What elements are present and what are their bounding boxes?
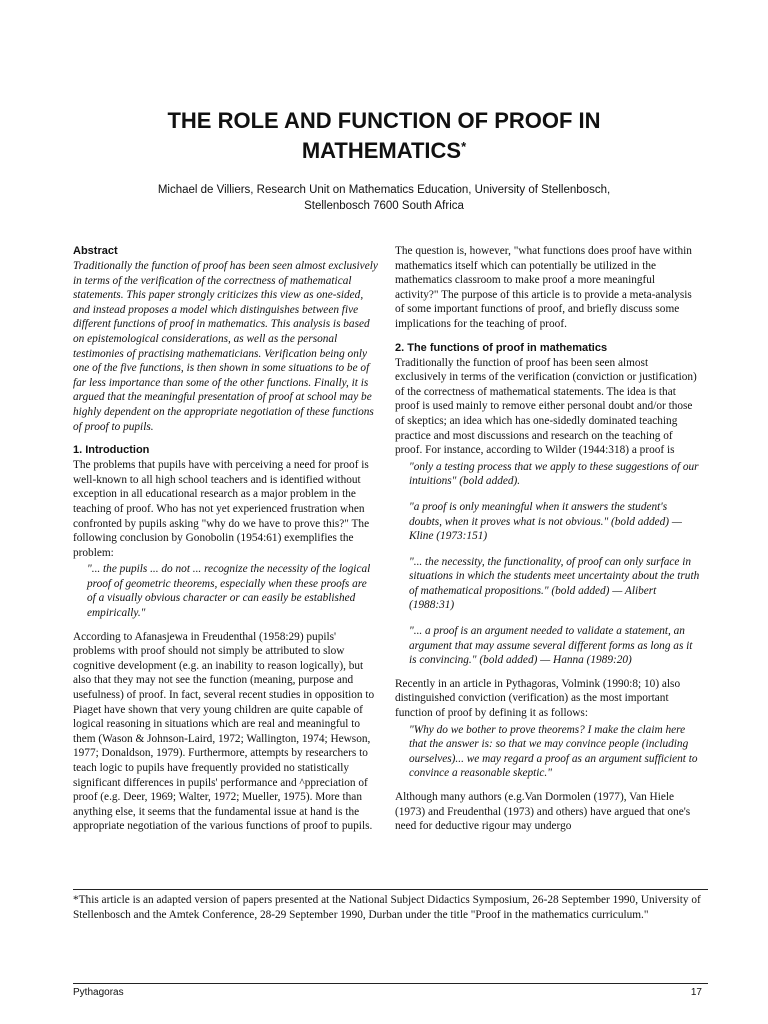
author-affiliation xyxy=(0,182,768,214)
volmink-quote: "Why do we bother to prove theorems? I make the claim here that the answer is: so that we may convince people (including ourselves)... we may regard a proof as an argument sufficient to convince a reasonable skeptic." xyxy=(409,723,698,780)
functions-paragraph: Traditionally the function of proof has been seen almost exclusively in terms of the verification (conviction or justification) of the correctness of mathematical statements. The idea is that proof is used mainly to remove either personal doubt and/or those of skeptics; an idea which has one-sidedly dominated teaching practice and most discussions and research on the teaching of proof. For instance, according to Wilder (1944:318) a proof is xyxy=(395,356,697,457)
gonobolin-quote: "... the pupils ... do not ... recognize the necessity of the logical proof of geometric theorems, especially when these proofs are of a visually obvious character or can easily be established empirically." xyxy=(87,563,371,620)
wilder-quote: "only a testing process that we apply to these suggestions of our intuitions" (bold added). xyxy=(409,460,699,488)
footnote-divider xyxy=(73,889,708,890)
footer-divider xyxy=(73,983,708,984)
title-line-2 xyxy=(0,136,768,166)
title-line-1: THE ROLE AND FUNCTION OF PROOF IN xyxy=(167,108,601,133)
alibert-quote: "... the necessity, the functionality, of proof can only surface in situations in which the students meet uncertainty about the truth of mathematical propositions." (bold added) — Alibert (1988:31) xyxy=(409,555,700,612)
kline-quote: "a proof is only meaningful when it answers the student's doubts, when it proves what is not obvious." (bold added) — Kline (1973:151) xyxy=(409,500,682,543)
title-footnote-marker: * xyxy=(461,139,467,154)
rigour-paragraph: Although many authors (e.g.Van Dormolen (1977), Van Hiele (1973) and Freudenthal (1973) and others) have argued that one's need for deductive rigour may undergo xyxy=(395,791,691,833)
right-column xyxy=(395,244,700,834)
left-column xyxy=(73,244,378,834)
author-line-2: Stellenbosch 7600 South Africa xyxy=(304,200,464,212)
article-title xyxy=(0,106,768,166)
introduction-paragraph-2: According to Afanasjewa in Freudenthal (1958:29) pupils' problems with proof should not simply be attributed to slow cognitive development (e.g. an inability to reason logically), but also that they may not see the function (meaning, purpose and usefulness) of proof. In fact, several recent studies in opposition to Piaget have shown that very young children are quite capable of logical reasoning in situations which are real and meaningful to them (Wason & Johnson-Laird, 1972; Wallington, 1974; Hewson, 1977; Donaldson, 1979). Furthermore, attempts by researchers to teach logic to pupils have frequently provided no statistically significant differences in pupils' performance and ^ppreciation of proof (e.g. Deer, 1969; Walter, 1972; Mueller, 1975). More than anything else, it seems that the fundamental issue at hand is the appropriate negotiation of the various functions of proof to pupils. xyxy=(73,630,375,833)
right-paragraph-1: The question is, however, "what functions does proof have within mathematics itself which can potentially be utilized in the mathematics classroom to make proof a more meaningful activity?" The purpose of this article is to provide a meta-analysis of some important functions of proof, and briefly discuss some implications for the teaching of proof. xyxy=(395,245,692,330)
footnote-text: *This article is an adapted version of papers presented at the National Subject Didactics Symposium, 26-28 September 1990, University of Stellenbosch and the Amtek Conference, 28-29 September 1990, Durban under the title "Proof in the mathematics curriculum." xyxy=(73,894,701,921)
journal-name: Pythagoras xyxy=(73,987,124,998)
author-line-1: Michael de Villiers, Research Unit on Mathematics Education, University of Stellenbosch, xyxy=(157,184,611,196)
abstract-heading: Abstract xyxy=(73,245,118,257)
abstract-text: Traditionally the function of proof has been seen almost exclusively in terms of the verification of the correctness of mathematical statements. This paper strongly criticizes this view as one-sided, and instead proposes a model which distinguishes between five different functions of proof in mathematics. This analysis is based on epistemological considerations, as well as the personal testimonies of practising mathematicians. Verification being only one of the five functions, is then shown in some situations to be of far less importance than some of the other functions. Finally, it is argued that the meaningful presentation of proof at school may be highly dependent on the appropriate negotiation of these functions of proof to pupils. xyxy=(73,260,378,433)
functions-heading: 2. The functions of proof in mathematics xyxy=(395,341,608,354)
introduction-heading: 1. Introduction xyxy=(73,444,150,457)
title-line-2-text: MATHEMATICS xyxy=(301,138,462,163)
hanna-quote: "... a proof is an argument needed to validate a statement, an argument that may assume several different forms as long as it is convincing." (bold added) — Hanna (1989:20) xyxy=(409,625,693,667)
introduction-paragraph-1: The problems that pupils have with perceiving a need for proof is well-known to all high school teachers and is identified without exception in all educational research as a major problem in the teaching of proof. Who has not yet experienced frustration when confronted by pupils asking "why do we have to prove this?" The following conclusion by Gonobolin (1954:61) exemplifies the problem: xyxy=(73,459,370,559)
volmink-paragraph: Recently in an article in Pythagoras, Volmink (1990:8; 10) also distinguished conviction (verification) as the most important function of proof by defining it as follows: xyxy=(395,677,681,720)
page-number: 17 xyxy=(690,987,702,998)
